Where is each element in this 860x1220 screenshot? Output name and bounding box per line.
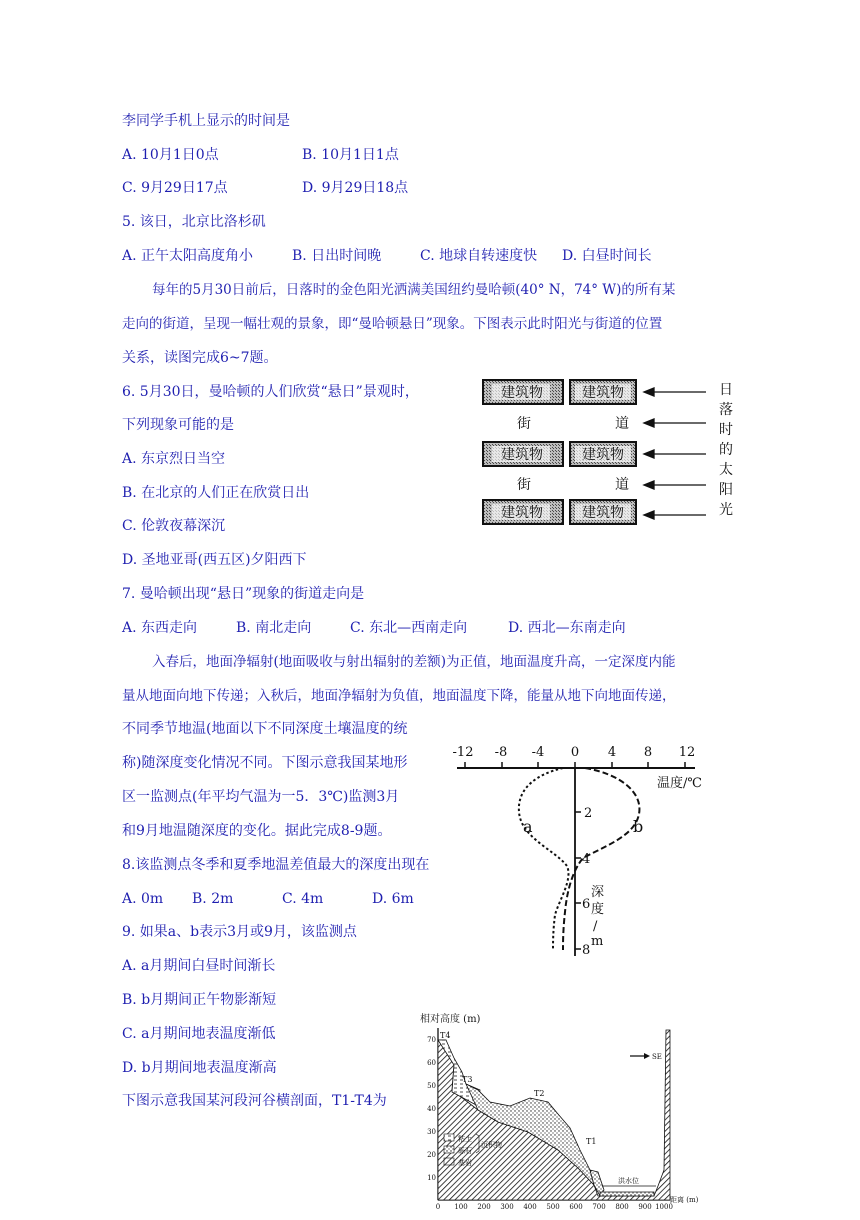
q7-option-d: D. 西北—东南走向 (508, 620, 626, 636)
sun-label-char: 落 (719, 402, 733, 418)
building-row-3 (483, 500, 636, 524)
sunlight-label (719, 382, 733, 518)
building-label: 建筑物 (501, 505, 543, 521)
terrace-label: T2 (534, 1089, 545, 1098)
question-4-stem: 李同学手机上显示的时间是 (122, 113, 290, 129)
valley-y-tick: 10 (427, 1174, 436, 1182)
question-8-stem: 8.该监测点冬季和夏季地温差值最大的深度出现在 (122, 857, 430, 873)
x-tick-label: -4 (531, 745, 545, 760)
legend-bedrock-label: 基岩 (458, 1159, 472, 1167)
building-label: 建筑物 (582, 385, 624, 401)
legend-bedrock-swatch (444, 1158, 454, 1165)
valley-x-tick: 400 (523, 1203, 537, 1211)
valley-x-tick: 100 (454, 1203, 468, 1211)
valley-x-tick: 300 (500, 1203, 514, 1211)
y-axis-title: 相对高度 (m) (420, 1014, 481, 1025)
q6-option-d: D. 圣地亚哥(西五区)夕阳西下 (122, 552, 307, 568)
legend-clay-label: 粘土 (458, 1135, 472, 1143)
question-7-options (122, 618, 626, 638)
valley-y-tick-labels (427, 1036, 436, 1182)
terrace-label: T4 (440, 1031, 451, 1040)
building-label: 建筑物 (501, 447, 543, 463)
question-4-options (122, 145, 399, 165)
y-unit-char: 度 (591, 902, 605, 917)
question-7-stem: 7. 曼哈顿出现“悬日”现象的街道走向是 (122, 586, 365, 602)
y-tick-label: 2 (584, 806, 593, 821)
river-channel (600, 1192, 654, 1196)
curve-b-label: b (633, 817, 644, 836)
q4-option-d: D. 9月29日18点 (302, 180, 409, 196)
street-building-figure (478, 376, 740, 528)
valley-x-tick: 600 (569, 1203, 583, 1211)
paragraph-2-line-3: 不同季节地温(地面以下不同深度土壤温度的统 (122, 721, 408, 737)
direction-arrow (630, 1053, 662, 1061)
q9-option-c: C. a月期间地表温度渐低 (122, 1026, 276, 1042)
q8-option-b: B. 2m (192, 891, 234, 907)
paragraph-2-line-6: 和9月地温随深度的变化。据此完成8-9题。 (122, 823, 392, 839)
street-label-1a: 街 (517, 416, 531, 432)
paragraph-3-line-1: 下图示意我国某河段河谷横剖面，T1-T4为 (122, 1093, 387, 1109)
q8-option-d: D. 6m (372, 891, 414, 907)
legend-sediment-label: 沉积物 (481, 1141, 502, 1149)
river-valley-figure (418, 1010, 699, 1216)
valley-y-tick: 20 (427, 1151, 436, 1159)
paragraph-1-line-3: 关系，读图完成6~7题。 (122, 350, 278, 366)
soil-temperature-figure (445, 740, 715, 962)
sun-label-char: 日 (719, 382, 733, 398)
depth-unit-label (591, 885, 604, 949)
sun-label-char: 的 (719, 442, 733, 458)
y-tick-label: 4 (582, 852, 591, 867)
question-5-options (122, 246, 652, 266)
legend-gravel-swatch (444, 1146, 454, 1153)
building-label: 建筑物 (501, 385, 543, 401)
x-axis-unit: 温度/℃ (657, 776, 702, 791)
paragraph-2-line-5: 区一监测点(年平均气温为一5．3℃)监测3月 (122, 789, 400, 805)
question-6-stem-line-2: 下列现象可能的是 (122, 417, 234, 433)
x-tick-label: 8 (643, 745, 653, 760)
legend-clay-swatch (444, 1134, 454, 1141)
valley-x-tick: 800 (615, 1203, 629, 1211)
y-unit-char: m (591, 934, 604, 949)
paragraph-1-line-1: 每年的5月30日前后，日落时的金色阳光洒满美国纽约曼哈顿(40° N，74° W)的所有某 (152, 282, 676, 298)
q4-option-c: C. 9月29日17点 (122, 180, 228, 196)
direction-label: SE (652, 1053, 662, 1061)
valley-x-tick: 700 (592, 1203, 606, 1211)
valley-x-tick: 1000 (655, 1203, 673, 1211)
valley-y-tick: 50 (427, 1082, 436, 1090)
q8-option-c: C. 4m (282, 891, 324, 907)
temperature-tick-labels (453, 745, 696, 760)
paragraph-2-line-2: 量从地面向地下传递；入秋后，地面净辐射为负值，地面温度下降，能量从地下向地面传递， (122, 688, 676, 704)
q9-option-a: A. a月期间白昼时间渐长 (122, 958, 276, 974)
q6-option-b: B. 在北京的人们正在欣赏日出 (122, 485, 310, 501)
q7-option-b: B. 南北走向 (236, 620, 312, 636)
terrace-label: T1 (586, 1137, 597, 1146)
valley-x-tick: 200 (477, 1203, 491, 1211)
q7-option-a: A. 东西走向 (122, 620, 198, 636)
valley-y-tick: 70 (427, 1036, 436, 1044)
q9-option-b: B. b月期间正午物影渐短 (122, 992, 277, 1008)
q5-option-d: D. 白昼时间长 (562, 248, 652, 264)
question-4-options-2 (122, 178, 408, 198)
sun-label-char: 阳 (719, 482, 733, 498)
flood-level-label: 洪水位 (618, 1177, 639, 1185)
q4-option-b: B. 10月1日1点 (302, 147, 399, 163)
q6-option-c: C. 伦敦夜幕深沉 (122, 518, 226, 534)
street-building-svg (478, 376, 740, 528)
soil-temperature-svg (445, 740, 715, 962)
q5-option-a: A. 正午太阳高度角小 (122, 248, 254, 264)
valley-x-tick: 0 (435, 1203, 441, 1211)
x-tick-label: -8 (494, 745, 508, 760)
q5-option-c: C. 地球自转速度快 (420, 248, 538, 264)
building-row-1 (483, 380, 636, 404)
curve-a (519, 768, 569, 950)
q9-option-d: D. b月期间地表温度渐高 (122, 1060, 277, 1076)
x-tick-label: 12 (678, 745, 696, 760)
building-label: 建筑物 (582, 505, 624, 521)
x-tick-label: 0 (570, 745, 580, 760)
question-9-stem: 9. 如果a、b表示3月或9月，该监测点 (122, 924, 357, 940)
legend-gravel-label: 砾石 (458, 1147, 472, 1155)
y-tick-label: 8 (582, 943, 591, 958)
river-valley-svg (418, 1010, 699, 1216)
valley-x-tick-labels (436, 1203, 673, 1211)
valley-x-tick: 500 (546, 1203, 560, 1211)
building-label: 建筑物 (582, 447, 624, 463)
depth-ticks (575, 812, 581, 949)
building-row-2 (483, 442, 636, 466)
paragraph-2-line-4: 称)随深度变化情况不同。下图示意我国某地形 (122, 755, 408, 771)
paragraph-1-line-2: 走向的街道，呈现一幅壮观的景象，即“曼哈顿悬日”现象。下图表示此时阳光与街道的位置 (122, 316, 663, 332)
q6-option-a: A. 东京烈日当空 (122, 451, 226, 467)
y-unit-char: 深 (591, 885, 605, 900)
question-5-stem: 5. 该日，北京比洛杉矶 (122, 214, 266, 230)
sunlight-arrows (644, 388, 706, 519)
valley-x-tick: 900 (638, 1203, 652, 1211)
sun-label-char: 光 (719, 502, 733, 518)
x-tick-label: -12 (452, 745, 474, 760)
x-tick-label: 4 (607, 745, 617, 760)
q8-option-a: A. 0m (122, 891, 164, 907)
question-8-options (122, 889, 414, 909)
sun-label-char: 太 (719, 462, 733, 478)
question-6-stem-line-1: 6. 5月30日，曼哈顿的人们欣赏“悬日”景观时， (122, 384, 419, 400)
valley-x-unit: 距离 (m) (670, 1196, 699, 1204)
q7-option-c: C. 东北—西南走向 (350, 620, 468, 636)
valley-y-tick: 40 (427, 1105, 436, 1113)
street-label-1b: 道 (615, 416, 629, 432)
terrace-label: T3 (462, 1075, 473, 1084)
valley-y-tick: 60 (427, 1059, 436, 1067)
valley-y-tick: 30 (427, 1128, 436, 1136)
q5-option-b: B. 日出时间晚 (292, 248, 382, 264)
y-tick-label: 6 (582, 897, 591, 912)
street-label-2a: 街 (517, 477, 531, 493)
curve-a-label: a (523, 817, 533, 836)
q4-option-a: A. 10月1日0点 (122, 147, 219, 163)
sun-label-char: 时 (719, 422, 733, 438)
paragraph-2-line-1: 入春后，地面净辐射(地面吸收与射出辐射的差额)为正值，地面温度升高，一定深度内能 (152, 654, 676, 670)
y-unit-char: / (593, 919, 598, 934)
street-label-2b: 道 (615, 477, 629, 493)
